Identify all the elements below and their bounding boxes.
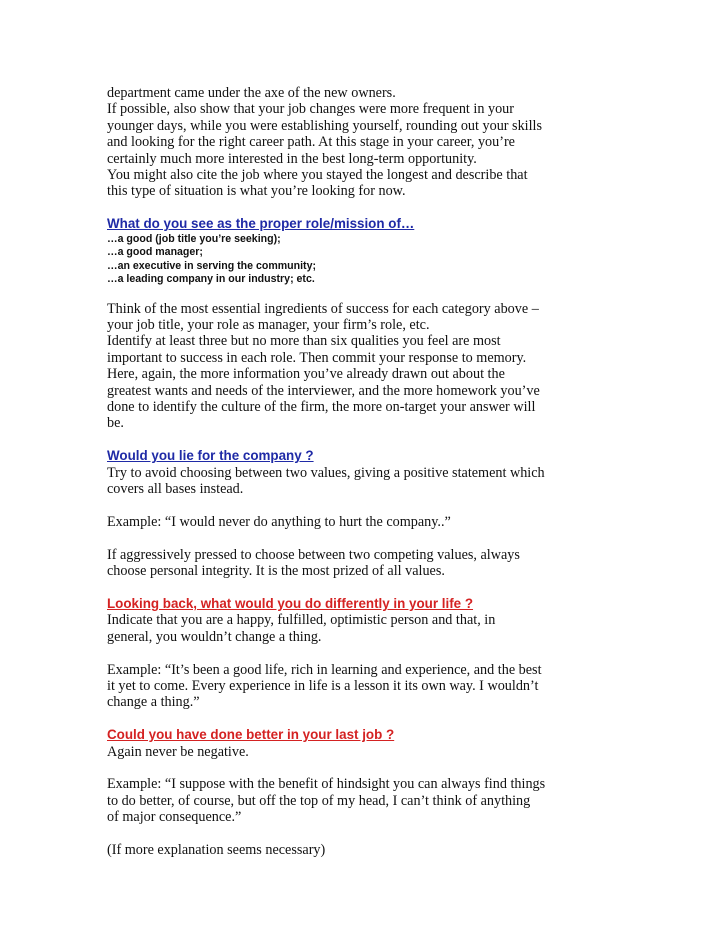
intro-paragraph xyxy=(107,85,627,200)
text-line: this type of situation is what you’re looking for now. xyxy=(107,183,406,200)
text-line: You might also cite the job where you stayed the longest and describe that xyxy=(107,167,528,184)
spacer xyxy=(107,580,627,596)
text-line: department came under the axe of the new owners. xyxy=(107,85,396,101)
text-line: your job title, your role as manager, your firm’s role, etc. xyxy=(107,317,430,334)
looking-back-example xyxy=(107,662,627,711)
text-line: general, you wouldn’t change a thing. xyxy=(107,628,322,645)
section-heading-looking-back: Looking back, what would you do differently in your life ? xyxy=(107,595,474,611)
spacer xyxy=(107,645,627,661)
document-page xyxy=(107,85,627,858)
text-line: change a thing.” xyxy=(107,694,200,711)
text-line: If aggressively pressed to choose between two competing values, always xyxy=(107,546,520,563)
list-item: …a good manager; xyxy=(107,246,203,259)
looking-back-paragraph xyxy=(107,612,627,645)
list-item: …an executive in serving the community; xyxy=(107,259,316,272)
text-line: important to success in each role. Then commit your response to memory. xyxy=(107,349,527,366)
role-mission-paragraph xyxy=(107,301,627,432)
section-heading-lie-for-company: Would you lie for the company ? xyxy=(107,448,314,464)
text-line: to do better, of course, but off the top of my head, I can’t think of anything xyxy=(107,792,531,809)
text-line: done to identify the culture of the firm, the more on-target your answer will xyxy=(107,399,536,416)
text-line: Example: “It’s been a good life, rich in learning and experience, and the best xyxy=(107,661,542,678)
text-line: Think of the most essential ingredients of success for each category above – xyxy=(107,300,539,317)
text-line: greatest wants and needs of the interviewer, and the more homework you’ve xyxy=(107,382,540,399)
text-line: it yet to come. Every experience in life is a lesson it its own way. I wouldn’t xyxy=(107,677,539,694)
spacer xyxy=(107,826,627,842)
spacer xyxy=(107,200,627,216)
last-job-example xyxy=(107,776,627,825)
text-line: Indicate that you are a happy, fulfilled, optimistic person and that, in xyxy=(107,612,496,629)
text-line: Example: “I would never do anything to hurt the company..” xyxy=(107,513,451,530)
text-line: Try to avoid choosing between two values, giving a positive statement which xyxy=(107,464,545,481)
role-list xyxy=(107,233,627,287)
text-line: (If more explanation seems necessary) xyxy=(107,841,326,858)
spacer xyxy=(107,530,627,546)
text-line: Here, again, the more information you’ve already drawn out about the xyxy=(107,366,505,383)
section-heading-last-job: Could you have done better in your last job ? xyxy=(107,727,395,743)
text-line: be. xyxy=(107,415,124,432)
spacer xyxy=(107,287,627,301)
spacer xyxy=(107,711,627,727)
text-line: Again never be negative. xyxy=(107,743,249,760)
text-line: younger days, while you were establishing yourself, rounding out your skills xyxy=(107,117,543,134)
text-line: If possible, also show that your job changes were more frequent in your xyxy=(107,101,514,118)
last-job-paragraph xyxy=(107,744,627,760)
text-line: and looking for the right career path. At this stage in your career, you’re xyxy=(107,134,515,151)
spacer xyxy=(107,760,627,776)
text-line: certainly much more interested in the best long-term opportunity. xyxy=(107,150,477,167)
text-line: Example: “I suppose with the benefit of hindsight you can always find things xyxy=(107,776,546,793)
section-heading-role-mission: What do you see as the proper role/mission of… xyxy=(107,216,415,232)
list-item: …a good (job title you’re seeking); xyxy=(107,232,281,245)
text-line: of major consequence.” xyxy=(107,809,242,826)
text-line: choose personal integrity. It is the most prized of all values. xyxy=(107,563,445,580)
list-item: …a leading company in our industry; etc. xyxy=(107,273,315,286)
lie-example xyxy=(107,514,627,530)
spacer xyxy=(107,432,627,448)
text-line: covers all bases instead. xyxy=(107,481,244,498)
text-line: Identify at least three but no more than six qualities you feel are most xyxy=(107,333,501,350)
spacer xyxy=(107,498,627,514)
lie-paragraph-2 xyxy=(107,547,627,580)
lie-paragraph-1 xyxy=(107,465,627,498)
last-job-note xyxy=(107,842,627,858)
